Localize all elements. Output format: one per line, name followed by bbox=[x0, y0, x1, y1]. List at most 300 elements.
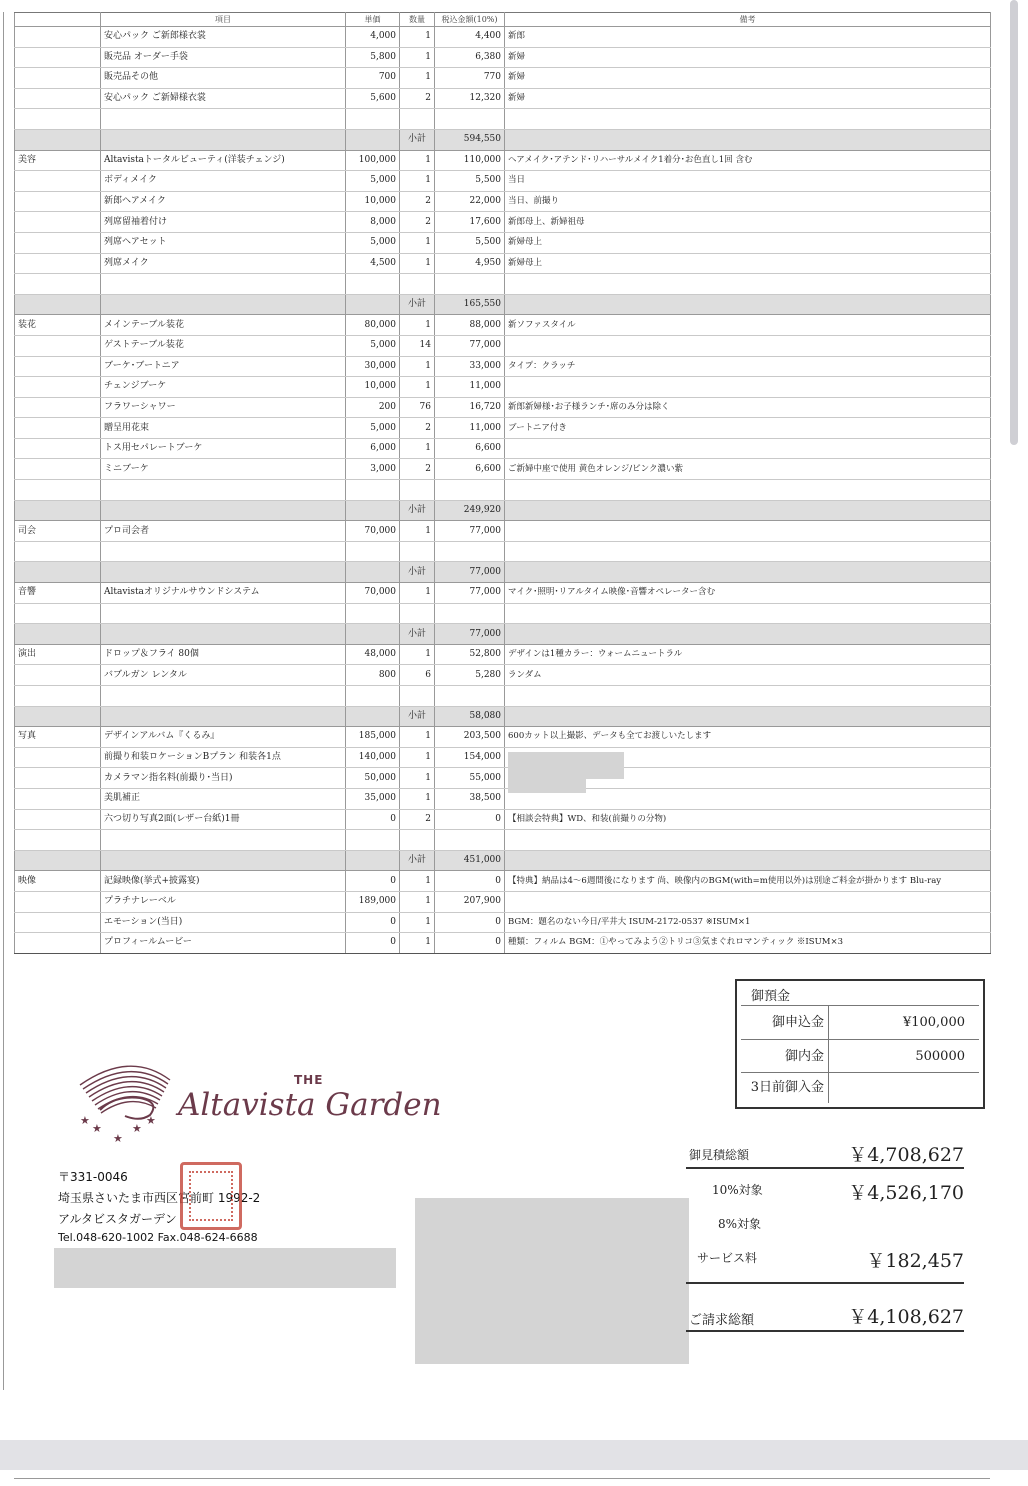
item-name-cell: 前撮り和装ロケーションBプラン 和装各1点 bbox=[101, 747, 346, 768]
category-cell bbox=[15, 212, 101, 233]
amount-cell: 0 bbox=[435, 933, 505, 954]
note-cell: 【特典】納品は4～6週間後になります 尚、映像内のBGM(with=m使用以外)は別途ご料金が掛かります Blu-ray bbox=[505, 871, 991, 892]
category-cell: 写真 bbox=[15, 727, 101, 748]
price-cell: 5,000 bbox=[346, 418, 400, 439]
table-row bbox=[15, 253, 991, 274]
note-cell: デザインは1種カラー：ウォームニュートラル bbox=[505, 644, 991, 665]
item-name-cell: 新郎ヘアメイク bbox=[101, 191, 346, 212]
invoice-total-value: ￥4,108,627 bbox=[848, 1306, 964, 1328]
category-cell bbox=[15, 459, 101, 480]
qty-cell: 1 bbox=[400, 891, 435, 912]
subtotal-label: 小計 bbox=[400, 294, 435, 315]
qty-cell: 1 bbox=[400, 747, 435, 768]
deposit-label: 御内金 bbox=[741, 1040, 829, 1073]
table-row bbox=[15, 459, 991, 480]
blank-cell bbox=[505, 686, 991, 707]
blank-cell bbox=[15, 624, 101, 645]
blank-cell bbox=[15, 603, 101, 624]
amount-cell: 77,000 bbox=[435, 335, 505, 356]
amount-cell: 55,000 bbox=[435, 768, 505, 789]
category-cell bbox=[15, 88, 101, 109]
table-row bbox=[15, 356, 991, 377]
table-row bbox=[15, 788, 991, 809]
header-item: 項目 bbox=[101, 13, 346, 27]
price-cell: 800 bbox=[346, 665, 400, 686]
blank-cell bbox=[505, 850, 991, 871]
blank-cell bbox=[505, 562, 991, 583]
price-cell: 5,000 bbox=[346, 232, 400, 253]
amount-cell: 77,000 bbox=[435, 521, 505, 542]
qty-cell: 1 bbox=[400, 644, 435, 665]
price-cell: 50,000 bbox=[346, 768, 400, 789]
blank-cell bbox=[505, 706, 991, 727]
header-note: 備考 bbox=[505, 13, 991, 27]
blank-cell bbox=[346, 129, 400, 150]
price-cell: 100,000 bbox=[346, 150, 400, 171]
category-cell bbox=[15, 335, 101, 356]
category-cell bbox=[15, 747, 101, 768]
note-cell: ブートニア付き bbox=[505, 418, 991, 439]
amount-cell: 6,600 bbox=[435, 459, 505, 480]
qty-cell: 1 bbox=[400, 871, 435, 892]
note-cell: マイク･照明･リアルタイム映像･音響オペレーター含む bbox=[505, 583, 991, 604]
note-cell bbox=[505, 377, 991, 398]
address-zip: 〒331-0046 bbox=[58, 1170, 128, 1184]
estimate-total-value: ￥4,708,627 bbox=[848, 1144, 964, 1166]
note-cell bbox=[505, 521, 991, 542]
table-row bbox=[15, 912, 991, 933]
blank-cell bbox=[101, 294, 346, 315]
deposit-row bbox=[741, 1039, 979, 1073]
qty-cell: 1 bbox=[400, 232, 435, 253]
blank-cell bbox=[400, 603, 435, 624]
blank-cell bbox=[346, 624, 400, 645]
category-cell bbox=[15, 933, 101, 954]
note-cell bbox=[505, 438, 991, 459]
qty-cell: 2 bbox=[400, 212, 435, 233]
blank-row bbox=[15, 603, 991, 624]
company-name: アルタビスタガーデン bbox=[58, 1212, 177, 1226]
item-name-cell: プロフィールムービー bbox=[101, 933, 346, 954]
table-row bbox=[15, 871, 991, 892]
address-line: 埼玉県さいたま市西区宮前町 1992-2 bbox=[58, 1191, 261, 1205]
qty-cell: 1 bbox=[400, 438, 435, 459]
table-row bbox=[15, 68, 991, 89]
category-cell bbox=[15, 232, 101, 253]
price-cell: 5,800 bbox=[346, 47, 400, 68]
qty-cell: 2 bbox=[400, 459, 435, 480]
blank-cell bbox=[505, 129, 991, 150]
table-row bbox=[15, 418, 991, 439]
qty-cell: 6 bbox=[400, 665, 435, 686]
redaction-block bbox=[508, 779, 586, 793]
qty-cell: 1 bbox=[400, 356, 435, 377]
price-cell: 80,000 bbox=[346, 315, 400, 336]
subtotal-label: 小計 bbox=[400, 706, 435, 727]
category-cell bbox=[15, 47, 101, 68]
item-name-cell: 安心パック ご新婦様衣裳 bbox=[101, 88, 346, 109]
item-name-cell: ボディメイク bbox=[101, 171, 346, 192]
logo-the: THE bbox=[294, 1073, 324, 1087]
service-value: ￥182,457 bbox=[866, 1250, 964, 1272]
estimate-table bbox=[14, 12, 991, 954]
qty-cell: 1 bbox=[400, 377, 435, 398]
blank-cell bbox=[505, 500, 991, 521]
blank-cell bbox=[101, 480, 346, 501]
blank-cell bbox=[435, 541, 505, 562]
item-name-cell: 安心パック ご新郎様衣裳 bbox=[101, 27, 346, 48]
price-cell: 8,000 bbox=[346, 212, 400, 233]
price-cell: 10,000 bbox=[346, 377, 400, 398]
scrollbar-thumb[interactable] bbox=[1010, 0, 1018, 445]
blank-cell bbox=[435, 830, 505, 851]
svg-text:★: ★ bbox=[132, 1122, 142, 1135]
table-row bbox=[15, 191, 991, 212]
svg-text:★: ★ bbox=[113, 1132, 123, 1145]
blank-cell bbox=[15, 480, 101, 501]
price-cell: 4,000 bbox=[346, 27, 400, 48]
blank-cell bbox=[346, 480, 400, 501]
note-cell: 新婦母上 bbox=[505, 253, 991, 274]
category-cell bbox=[15, 253, 101, 274]
note-cell: BGM：題名のない今日/平井大 ISUM-2172-0537 ※ISUM×1 bbox=[505, 912, 991, 933]
table-header bbox=[15, 13, 991, 27]
qty-cell: 1 bbox=[400, 521, 435, 542]
item-name-cell: ゲストテーブル装花 bbox=[101, 335, 346, 356]
table-row bbox=[15, 933, 991, 954]
subtotal-label: 小計 bbox=[400, 129, 435, 150]
qty-cell: 1 bbox=[400, 68, 435, 89]
note-cell: 種類：フィルム BGM：①やってみよう②トリコ③気まぐれロマンティック ※ISUM×3 bbox=[505, 933, 991, 954]
category-cell: 映像 bbox=[15, 871, 101, 892]
blank-cell bbox=[15, 129, 101, 150]
category-cell: 装花 bbox=[15, 315, 101, 336]
tax10-label: 10%対象 bbox=[712, 1183, 763, 1197]
company-seal-icon bbox=[180, 1162, 242, 1230]
price-cell: 5,600 bbox=[346, 88, 400, 109]
blank-cell bbox=[101, 274, 346, 295]
amount-cell: 38,500 bbox=[435, 788, 505, 809]
table-row bbox=[15, 335, 991, 356]
item-name-cell: カメラマン指名料(前撮り･当日) bbox=[101, 768, 346, 789]
category-cell bbox=[15, 891, 101, 912]
category-cell bbox=[15, 665, 101, 686]
category-cell bbox=[15, 438, 101, 459]
subtotal-amount: 594,550 bbox=[435, 129, 505, 150]
price-cell: 3,000 bbox=[346, 459, 400, 480]
blank-cell bbox=[346, 830, 400, 851]
blank-cell bbox=[400, 480, 435, 501]
category-cell bbox=[15, 171, 101, 192]
amount-cell: 5,500 bbox=[435, 171, 505, 192]
qty-cell: 2 bbox=[400, 88, 435, 109]
amount-cell: 207,900 bbox=[435, 891, 505, 912]
redaction-block bbox=[54, 1248, 396, 1288]
item-name-cell: 販売品その他 bbox=[101, 68, 346, 89]
price-cell: 200 bbox=[346, 397, 400, 418]
note-cell: 【相談会特典】WD、和装(前撮りの分物) bbox=[505, 809, 991, 830]
blank-cell bbox=[101, 541, 346, 562]
blank-cell bbox=[15, 686, 101, 707]
qty-cell: 1 bbox=[400, 253, 435, 274]
blank-cell bbox=[15, 294, 101, 315]
subtotal-row bbox=[15, 129, 991, 150]
blank-cell bbox=[101, 109, 346, 130]
qty-cell: 1 bbox=[400, 583, 435, 604]
blank-cell bbox=[400, 541, 435, 562]
blank-cell bbox=[435, 686, 505, 707]
category-cell bbox=[15, 809, 101, 830]
blank-cell bbox=[15, 562, 101, 583]
amount-cell: 6,600 bbox=[435, 438, 505, 459]
subtotal-row bbox=[15, 294, 991, 315]
blank-cell bbox=[346, 109, 400, 130]
blank-row bbox=[15, 541, 991, 562]
price-cell: 0 bbox=[346, 871, 400, 892]
note-cell: 新郎新婦様･お子様ランチ･席のみ分は除く bbox=[505, 397, 991, 418]
blank-cell bbox=[15, 830, 101, 851]
note-cell: ヘアメイク･アテンド･リハーサルメイク1着分･お色直し1回 含む bbox=[505, 150, 991, 171]
item-name-cell: デザインアルバム『くるみ』 bbox=[101, 727, 346, 748]
subtotal-label: 小計 bbox=[400, 562, 435, 583]
item-name-cell: プラチナレーベル bbox=[101, 891, 346, 912]
svg-text:★: ★ bbox=[80, 1114, 90, 1127]
price-cell: 6,000 bbox=[346, 438, 400, 459]
price-cell: 0 bbox=[346, 933, 400, 954]
blank-cell bbox=[346, 562, 400, 583]
table-row bbox=[15, 232, 991, 253]
qty-cell: 2 bbox=[400, 418, 435, 439]
blank-cell bbox=[505, 541, 991, 562]
note-cell: 当日 bbox=[505, 171, 991, 192]
qty-cell: 1 bbox=[400, 150, 435, 171]
item-name-cell: エモーション(当日) bbox=[101, 912, 346, 933]
amount-cell: 0 bbox=[435, 912, 505, 933]
category-cell bbox=[15, 68, 101, 89]
blank-cell bbox=[435, 274, 505, 295]
category-cell bbox=[15, 418, 101, 439]
blank-cell bbox=[505, 624, 991, 645]
item-name-cell: 列席留袖着付け bbox=[101, 212, 346, 233]
subtotal-label: 小計 bbox=[400, 624, 435, 645]
blank-cell bbox=[435, 480, 505, 501]
subtotal-row bbox=[15, 850, 991, 871]
note-cell: 新郎母上、新婦祖母 bbox=[505, 212, 991, 233]
deposit-row bbox=[741, 1005, 979, 1039]
amount-cell: 88,000 bbox=[435, 315, 505, 336]
blank-cell bbox=[435, 603, 505, 624]
amount-cell: 5,280 bbox=[435, 665, 505, 686]
qty-cell: 1 bbox=[400, 27, 435, 48]
item-name-cell: ブーケ･ブートニア bbox=[101, 356, 346, 377]
table-row bbox=[15, 397, 991, 418]
qty-cell: 1 bbox=[400, 315, 435, 336]
subtotal-row bbox=[15, 624, 991, 645]
redaction-block bbox=[508, 752, 624, 779]
amount-cell: 33,000 bbox=[435, 356, 505, 377]
table-row bbox=[15, 315, 991, 336]
blank-cell bbox=[15, 706, 101, 727]
note-cell: 新ソファスタイル bbox=[505, 315, 991, 336]
estimate-table-body bbox=[15, 27, 991, 954]
qty-cell: 1 bbox=[400, 768, 435, 789]
price-cell: 35,000 bbox=[346, 788, 400, 809]
amount-cell: 4,400 bbox=[435, 27, 505, 48]
invoice-total-label: ご請求総額 bbox=[689, 1313, 755, 1328]
blank-cell bbox=[101, 706, 346, 727]
amount-cell: 0 bbox=[435, 871, 505, 892]
deposit-title: 御預金 bbox=[751, 989, 791, 1004]
table-row bbox=[15, 768, 991, 789]
category-cell: 音響 bbox=[15, 583, 101, 604]
note-cell: ランダム bbox=[505, 665, 991, 686]
blank-cell bbox=[346, 686, 400, 707]
qty-cell: 1 bbox=[400, 47, 435, 68]
qty-cell: 76 bbox=[400, 397, 435, 418]
price-cell: 5,000 bbox=[346, 171, 400, 192]
subtotal-amount: 77,000 bbox=[435, 562, 505, 583]
qty-cell: 1 bbox=[400, 171, 435, 192]
price-cell: 700 bbox=[346, 68, 400, 89]
deposit-label: 3日前御入金 bbox=[741, 1073, 829, 1103]
price-cell: 70,000 bbox=[346, 521, 400, 542]
blank-cell bbox=[101, 129, 346, 150]
blank-cell bbox=[15, 500, 101, 521]
subtotal-amount: 58,080 bbox=[435, 706, 505, 727]
item-name-cell: 販売品 オーダー手袋 bbox=[101, 47, 346, 68]
blank-cell bbox=[15, 850, 101, 871]
note-cell: 600カット以上撮影、データも全てお渡しいたします bbox=[505, 727, 991, 748]
amount-cell: 110,000 bbox=[435, 150, 505, 171]
item-name-cell: Altavistaオリジナルサウンドシステム bbox=[101, 583, 346, 604]
amount-cell: 203,500 bbox=[435, 727, 505, 748]
page-gap bbox=[0, 1440, 1028, 1470]
blank-cell bbox=[346, 850, 400, 871]
blank-cell bbox=[400, 109, 435, 130]
blank-cell bbox=[505, 274, 991, 295]
price-cell: 10,000 bbox=[346, 191, 400, 212]
blank-cell bbox=[400, 686, 435, 707]
note-cell: ご新婦中座で使用 黄色オレンジ/ピンク濃い紫 bbox=[505, 459, 991, 480]
amount-cell: 11,000 bbox=[435, 377, 505, 398]
item-name-cell: 記録映像(挙式+披露宴) bbox=[101, 871, 346, 892]
blank-cell bbox=[101, 603, 346, 624]
price-cell: 70,000 bbox=[346, 583, 400, 604]
tax8-label: 8%対象 bbox=[718, 1217, 762, 1231]
blank-cell bbox=[101, 850, 346, 871]
category-cell: 司会 bbox=[15, 521, 101, 542]
blank-cell bbox=[435, 109, 505, 130]
amount-cell: 5,500 bbox=[435, 232, 505, 253]
note-cell: 新婦 bbox=[505, 68, 991, 89]
svg-text:★: ★ bbox=[92, 1122, 102, 1135]
blank-cell bbox=[505, 603, 991, 624]
price-cell: 140,000 bbox=[346, 747, 400, 768]
amount-cell: 0 bbox=[435, 809, 505, 830]
note-cell: タイプ：クラッチ bbox=[505, 356, 991, 377]
category-cell bbox=[15, 768, 101, 789]
subtotal-row bbox=[15, 562, 991, 583]
redaction-block bbox=[415, 1198, 689, 1364]
table-row bbox=[15, 665, 991, 686]
price-cell: 0 bbox=[346, 912, 400, 933]
blank-cell bbox=[505, 830, 991, 851]
blank-cell bbox=[15, 541, 101, 562]
item-name-cell: 列席メイク bbox=[101, 253, 346, 274]
subtotal-amount: 451,000 bbox=[435, 850, 505, 871]
blank-cell bbox=[15, 109, 101, 130]
blank-row bbox=[15, 274, 991, 295]
qty-cell: 1 bbox=[400, 933, 435, 954]
item-name-cell: ミニブーケ bbox=[101, 459, 346, 480]
note-cell: 新婦 bbox=[505, 88, 991, 109]
divider bbox=[686, 1282, 964, 1284]
category-cell bbox=[15, 191, 101, 212]
blank-cell bbox=[101, 686, 346, 707]
table-row bbox=[15, 809, 991, 830]
table-row bbox=[15, 171, 991, 192]
table-row bbox=[15, 438, 991, 459]
subtotal-row bbox=[15, 706, 991, 727]
deposit-box bbox=[735, 979, 985, 1109]
note-cell: 新婦母上 bbox=[505, 232, 991, 253]
header-category bbox=[15, 13, 101, 27]
table-row bbox=[15, 644, 991, 665]
blank-cell bbox=[346, 706, 400, 727]
service-label: サービス料 bbox=[697, 1251, 758, 1265]
item-name-cell: 美肌補正 bbox=[101, 788, 346, 809]
amount-cell: 154,000 bbox=[435, 747, 505, 768]
blank-cell bbox=[346, 603, 400, 624]
qty-cell: 1 bbox=[400, 912, 435, 933]
amount-cell: 11,000 bbox=[435, 418, 505, 439]
divider bbox=[686, 1167, 964, 1169]
blank-row bbox=[15, 109, 991, 130]
page-edge bbox=[3, 12, 4, 1390]
item-name-cell: 贈呈用花束 bbox=[101, 418, 346, 439]
amount-cell: 770 bbox=[435, 68, 505, 89]
subtotal-amount: 249,920 bbox=[435, 500, 505, 521]
table-row bbox=[15, 521, 991, 542]
qty-cell: 2 bbox=[400, 191, 435, 212]
blank-cell bbox=[346, 294, 400, 315]
amount-cell: 12,320 bbox=[435, 88, 505, 109]
amount-cell: 16,720 bbox=[435, 397, 505, 418]
blank-cell bbox=[400, 274, 435, 295]
item-name-cell: フラワーシャワー bbox=[101, 397, 346, 418]
blank-cell bbox=[101, 624, 346, 645]
note-cell bbox=[505, 891, 991, 912]
table-row bbox=[15, 150, 991, 171]
header-price: 単価 bbox=[346, 13, 400, 27]
subtotal-row bbox=[15, 500, 991, 521]
category-cell: 演出 bbox=[15, 644, 101, 665]
table-row bbox=[15, 212, 991, 233]
price-cell: 0 bbox=[346, 809, 400, 830]
logo-name: Altavista Garden bbox=[178, 1087, 442, 1123]
category-cell bbox=[15, 356, 101, 377]
subtotal-amount: 165,550 bbox=[435, 294, 505, 315]
table-row bbox=[15, 727, 991, 748]
blank-cell bbox=[505, 294, 991, 315]
svg-text:★: ★ bbox=[146, 1114, 156, 1127]
table-row bbox=[15, 47, 991, 68]
blank-row bbox=[15, 686, 991, 707]
deposit-value: 500000 bbox=[915, 1049, 965, 1064]
blank-cell bbox=[400, 830, 435, 851]
blank-cell bbox=[101, 830, 346, 851]
item-name-cell: 列席ヘアセット bbox=[101, 232, 346, 253]
